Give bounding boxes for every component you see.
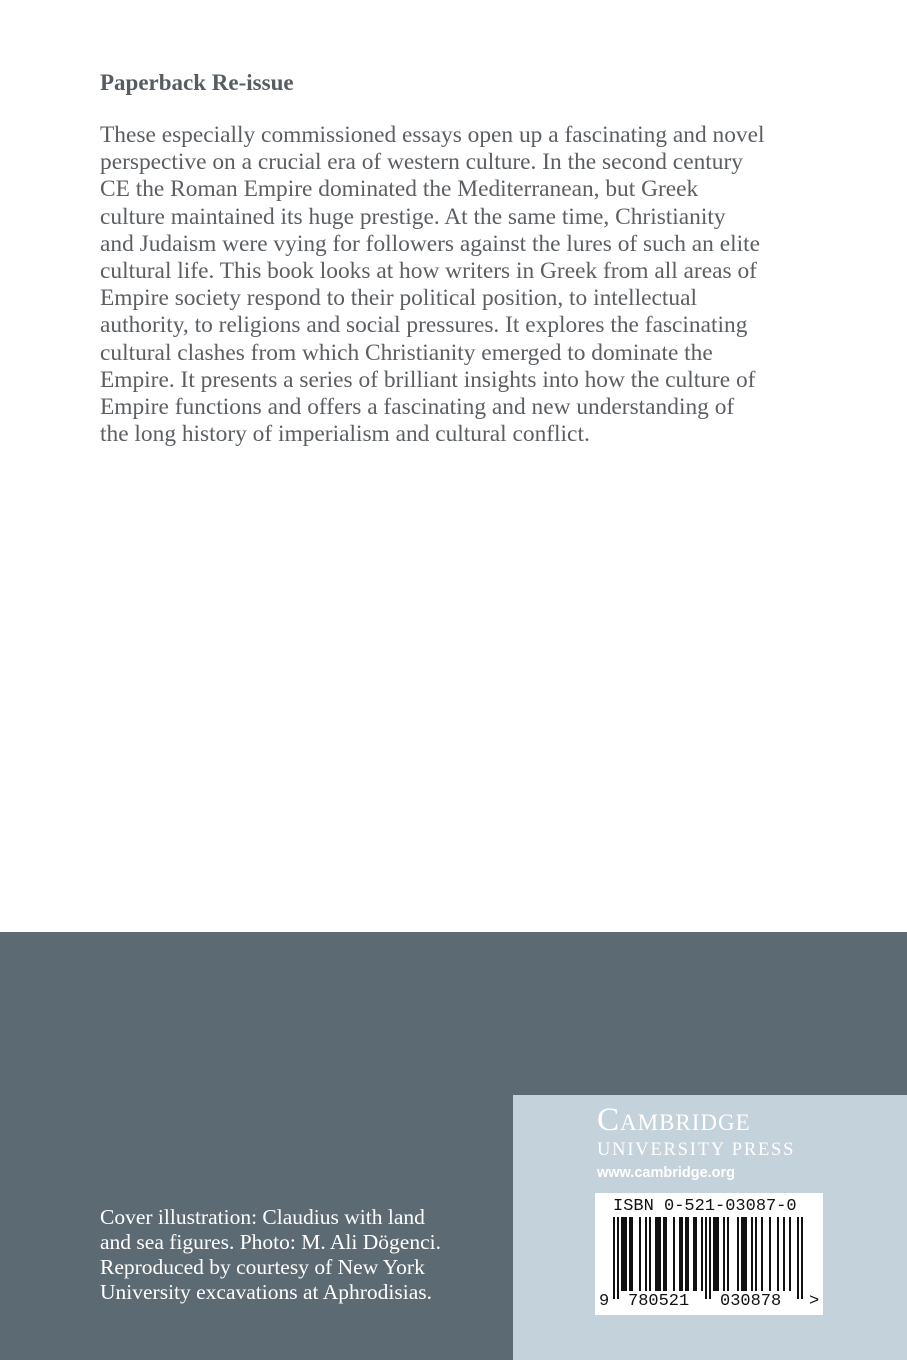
barcode-bar	[681, 1217, 683, 1291]
publisher-url: www.cambridge.org	[597, 1165, 736, 1181]
barcode-bar	[737, 1217, 739, 1291]
barcode-bar	[655, 1217, 657, 1291]
blurb-line: perspective on a crucial era of western culture. In the second century	[100, 149, 743, 176]
barcode-bar	[789, 1217, 791, 1291]
barcode-bar	[715, 1217, 717, 1291]
barcode-bar	[659, 1217, 661, 1291]
barcode-guard-bar	[617, 1217, 619, 1299]
ean-quiet-zone-mark: >	[809, 1292, 820, 1311]
barcode-bar	[665, 1217, 667, 1291]
barcode-bar	[777, 1217, 779, 1291]
barcode-guard-bar	[797, 1217, 799, 1299]
barcode-bar	[755, 1217, 757, 1291]
barcode-bar	[687, 1217, 689, 1291]
blurb-line: CE the Roman Empire dominated the Mediterranean, but Greek	[100, 176, 699, 203]
blurb-line: culture maintained its huge prestige. At the same time, Christianity	[100, 203, 726, 230]
barcode-bar	[745, 1217, 747, 1291]
barcode-guard-bar	[801, 1217, 803, 1299]
caption-line: Reproduced by courtesy of New York	[100, 1255, 425, 1279]
barcode-bar	[761, 1217, 763, 1291]
barcode-bar	[701, 1217, 703, 1291]
barcode-bar	[717, 1217, 719, 1291]
barcode-bar	[639, 1217, 641, 1291]
isbn-barcode	[595, 1193, 823, 1315]
barcode-bar	[769, 1217, 771, 1291]
barcode-bar	[695, 1217, 697, 1291]
cover-illustration-caption	[100, 1205, 441, 1305]
barcode-bar	[723, 1217, 725, 1291]
barcode-guard-bar	[613, 1217, 615, 1299]
barcode-bar	[663, 1217, 665, 1291]
barcode-bar	[751, 1217, 753, 1291]
caption-line: and sea figures. Photo: M. Ali Dögenci.	[100, 1230, 441, 1254]
barcode-bar	[685, 1217, 687, 1291]
blurb-line: Empire. It presents a series of brilliant insights into how the culture of	[100, 366, 756, 393]
barcode-bar	[743, 1217, 745, 1291]
blurb-line: Empire society respond to their political position, to intellectual	[100, 285, 697, 312]
barcode-bar	[645, 1217, 647, 1291]
barcode-bar	[673, 1217, 675, 1291]
barcode-bar	[631, 1217, 633, 1291]
blurb-line: authority, to religions and social pressures. It explores the fascinating	[100, 312, 748, 339]
blurb	[100, 122, 830, 448]
barcode-bar	[629, 1217, 631, 1291]
barcode-guard-bar	[705, 1217, 707, 1299]
barcode-bar	[621, 1217, 623, 1291]
barcode-bar	[693, 1217, 695, 1291]
publisher-panel	[513, 1095, 907, 1360]
barcode-guard-bar	[709, 1217, 711, 1299]
ean-first-digit: 9	[599, 1292, 610, 1311]
caption-line: Cover illustration: Claudius with land	[100, 1205, 425, 1229]
barcode-bar	[623, 1217, 625, 1291]
barcode-bar	[713, 1217, 715, 1291]
blurb-line: Empire functions and offers a fascinating and new understanding of	[100, 394, 735, 421]
publisher-logo-wordmark: Cambridge	[597, 1102, 751, 1138]
barcode-bar	[649, 1217, 651, 1291]
barcode-bar	[727, 1217, 729, 1291]
blurb-line: and Judaism were vying for followers against the lures of such an elite	[100, 230, 760, 257]
barcode-bar	[783, 1217, 785, 1291]
ean-left-digits: 780521	[628, 1292, 690, 1311]
ean-right-digits: 030878	[720, 1292, 782, 1311]
blurb-line: the long history of imperialism and cultural conflict.	[100, 421, 590, 448]
blurb-line: cultural life. This book looks at how writers in Greek from all areas of	[100, 258, 757, 285]
publisher-subtitle: UNIVERSITY PRESS	[597, 1140, 796, 1160]
barcode-bar	[625, 1217, 627, 1291]
barcode-bar	[741, 1217, 743, 1291]
barcode-bar	[679, 1217, 681, 1291]
isbn-label: ISBN 0-521-03087-0	[613, 1197, 797, 1216]
blurb-line: These especially commissioned essays open up a fascinating and novel	[100, 122, 765, 148]
barcode-bar	[657, 1217, 659, 1291]
blurb-line: cultural clashes from which Christianity emerged to dominate the	[100, 339, 713, 366]
heading: Paperback Re-issue	[100, 70, 294, 95]
caption-line: University excavations at Aphrodisias.	[100, 1280, 432, 1304]
